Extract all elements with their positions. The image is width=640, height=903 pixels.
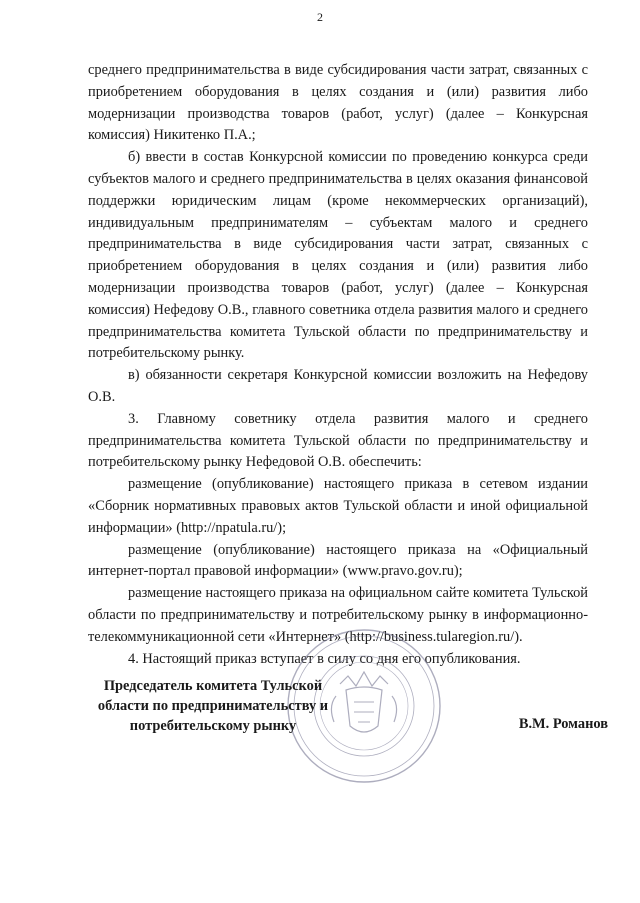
signature-block bbox=[88, 676, 608, 736]
paragraph-publication-website: размещение настоящего приказа на официальном сайте комитета Тульской области по предпринимательству и потребительскому рынку в информационно-телекоммуникационной сети «Интернет» (http://business.tularegion.ru/). bbox=[88, 585, 588, 645]
document-body bbox=[88, 60, 588, 670]
paragraph-item-b: б) ввести в состав Конкурсной комиссии по проведению конкурса среди субъектов малого и среднего предпринимательства в целях оказания финансовой поддержки юридическим лицам (кроме некоммерческих организаций), индивидуальным предпринимателям – субъектам малого и среднего предпринимательства в виде субсидирования части затрат, связанных с приобретением оборудования в целях создания и (или) развития либо модернизации производства товаров (работ, услуг) (далее – Конкурсная комиссия) Нефедову О.В., главного советника отдела развития малого и среднего предпринимательства комитета Тульской области по предпринимательству и потребительскому рынку. bbox=[88, 149, 588, 362]
signature-title-line: области по предпринимательству и bbox=[97, 698, 329, 714]
paragraph-item-v: в) обязанности секретаря Конкурсной комиссии возложить на Нефедову О.В. bbox=[88, 367, 588, 405]
signatory-name: В.М. Романов bbox=[518, 716, 608, 732]
signature-title-line: Председатель комитета Тульской bbox=[103, 678, 323, 694]
paragraph-point-4: 4. Настоящий приказ вступает в силу со дня его опубликования. bbox=[128, 650, 521, 667]
signature-title bbox=[88, 676, 338, 736]
page-number: 2 bbox=[317, 10, 323, 24]
paragraph-continuation: среднего предпринимательства в виде субсидирования части затрат, связанных с приобретением оборудования в целях создания и (или) развития либо модернизации производства товаров (работ, услуг) (далее – Конкурсная комиссия) Никитенко П.А.; bbox=[88, 62, 588, 144]
paragraph-publication-npatula: размещение (опубликование) настоящего приказа в сетевом издании «Сборник нормативных правовых актов Тульской области и иной официальной информации» (http://npatula.ru/); bbox=[88, 476, 588, 536]
signature-title-line: потребительскому рынку bbox=[129, 718, 297, 734]
paragraph-point-3: 3. Главному советнику отдела развития малого и среднего предпринимательства комитета Тульской области по предпринимательству и потребительскому рынку Нефедовой О.В. обеспечить: bbox=[88, 410, 588, 471]
paragraph-publication-pravo: размещение (опубликование) настоящего приказа на «Официальный интернет-портал правовой информации» (www.pravo.gov.ru); bbox=[88, 541, 588, 580]
